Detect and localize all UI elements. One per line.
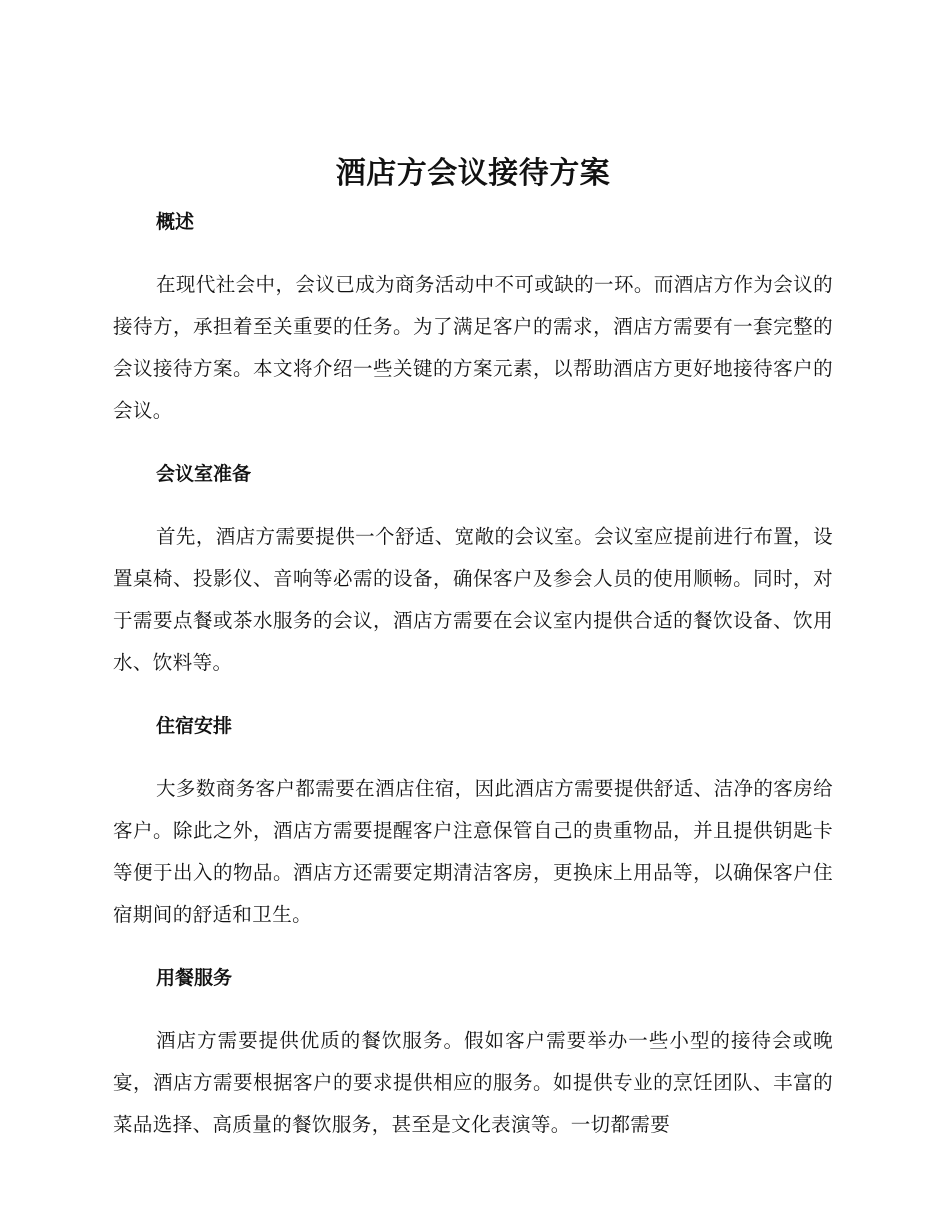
section-paragraph-dining: 酒店方需要提供优质的餐饮服务。假如客户需要举办一些小型的接待会或晚宴，酒店方需要根据客户的要求提供相应的服务。如提供专业的烹饪团队、丰富的菜品选择、高质量的餐饮服务，甚至是文化表演等。一切都需要 xyxy=(113,1029,833,1136)
document-content xyxy=(113,150,833,1170)
section-paragraph-meeting-room: 首先，酒店方需要提供一个舒适、宽敞的会议室。会议室应提前进行布置，设置桌椅、投影仪、音响等必需的设备，确保客户及参会人员的使用顺畅。同时，对于需要点餐或茶水服务的会议，酒店方需要在会议室内提供合适的餐饮设备、饮用水、饮料等。 xyxy=(113,525,833,674)
section-heading-accommodation: 住宿安排 xyxy=(156,715,233,737)
section-heading-dining: 用餐服务 xyxy=(156,967,233,989)
section-paragraph-accommodation: 大多数商务客户都需要在酒店住宿，因此酒店方需要提供舒适、洁净的客房给客户。除此之外，酒店方需要提醒客户注意保管自己的贵重物品，并且提供钥匙卡等便于出入的物品。酒店方还需要定期清洁客房，更换床上用品等，以确保客户住宿期间的舒适和卫生。 xyxy=(113,777,833,926)
section-heading-meeting-room: 会议室准备 xyxy=(156,463,252,485)
section-paragraph-overview: 在现代社会中，会议已成为商务活动中不可或缺的一环。而酒店方作为会议的接待方，承担着至关重要的任务。为了满足客户的需求，酒店方需要有一套完整的会议接待方案。本文将介绍一些关键的方案元素，以帮助酒店方更好地接待客户的会议。 xyxy=(113,273,833,422)
section-heading-overview: 概述 xyxy=(156,211,195,233)
document-title: 酒店方会议接待方案 xyxy=(335,156,611,191)
